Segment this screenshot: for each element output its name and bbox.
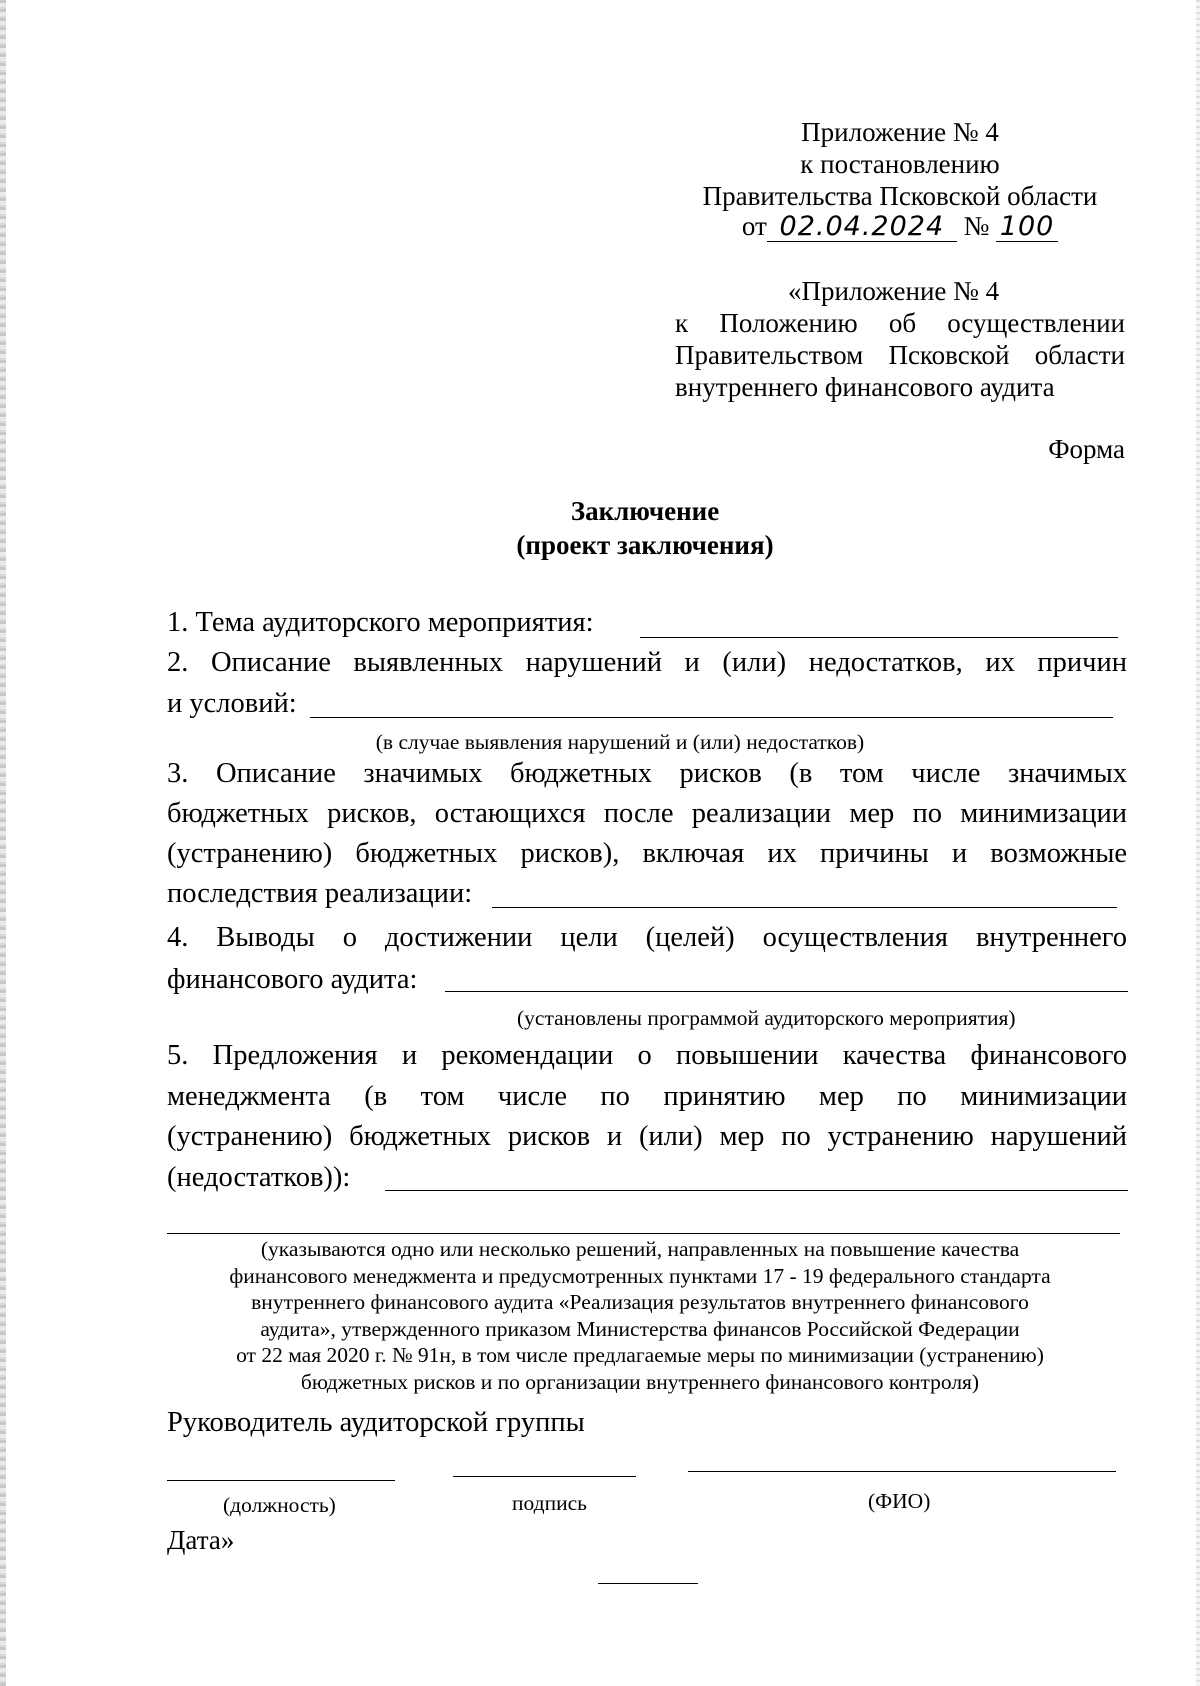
item-3-line-1: 3. Описание значимых бюджетных рисков (в том числе значимых bbox=[167, 758, 1127, 789]
item-5-line-3: (устранению) бюджетных рисков и (или) мер по устранению нарушений bbox=[167, 1121, 1127, 1152]
appendix-line-1: «Приложение № 4 bbox=[788, 276, 1000, 306]
header-line-3: Правительства Псковской области bbox=[702, 181, 1098, 211]
signature-date: Дата» bbox=[167, 1525, 235, 1555]
note-line-5: от 22 мая 2020 г. № 91н, в том числе предлагаемые меры по минимизации (устранению) bbox=[236, 1343, 1044, 1367]
item-1: 1. Тема аудиторского мероприятия: bbox=[167, 607, 594, 638]
scan-edge-right bbox=[1196, 0, 1200, 1686]
item-5-fill-line-2 bbox=[167, 1233, 1120, 1234]
item-2-line-2: и условий: bbox=[167, 688, 297, 719]
item-5-line-4: (недостатков)): bbox=[167, 1162, 351, 1193]
item-3-fill-line bbox=[492, 907, 1117, 908]
header-block bbox=[660, 116, 1140, 242]
header-date-prefix: от bbox=[741, 211, 767, 241]
title-line-2: (проект заключения) bbox=[516, 530, 774, 560]
end-line bbox=[598, 1583, 698, 1584]
note-line-3: внутреннего финансового аудита «Реализация результатов внутреннего финансового bbox=[251, 1290, 1029, 1314]
note-line-1: (указываются одно или несколько решений, направленных на повышение качества bbox=[260, 1237, 1020, 1261]
appendix-line-4: внутреннего финансового аудита bbox=[675, 372, 1055, 402]
signature-head: Руководитель аудиторской группы bbox=[167, 1407, 585, 1438]
header-line-2: к постановлению bbox=[800, 149, 1000, 179]
item-4-line-2: финансового аудита: bbox=[167, 964, 418, 995]
header-line-1: Приложение № 4 bbox=[801, 117, 999, 147]
note-block bbox=[140, 1236, 1140, 1395]
note-line-4: аудита», утвержденного приказом Министерства финансов Российской Федерации bbox=[260, 1316, 1020, 1341]
note-line-6: бюджетных рисков и по организации внутреннего финансового контроля) bbox=[300, 1369, 980, 1394]
item-3-line-4: последствия реализации: bbox=[167, 878, 473, 909]
header-number-sign: № bbox=[963, 211, 990, 241]
item-3-line-3: (устранению) бюджетных рисков), включая их причины и возможные bbox=[167, 838, 1127, 869]
document-title bbox=[345, 494, 945, 562]
item-3-line-2: бюджетных рисков, остающихся после реализации мер по минимизации bbox=[167, 798, 1127, 829]
appendix-line-2: к Положению об осуществлении bbox=[675, 308, 1125, 338]
item-4-line-1: 4. Выводы о достижении цели (целей) осуществления внутреннего bbox=[167, 922, 1127, 953]
item-5-line-2: менеджмента (в том числе по принятию мер по минимизации bbox=[167, 1081, 1127, 1112]
signature-sign-line bbox=[453, 1476, 636, 1477]
signature-fio-line bbox=[688, 1471, 1116, 1472]
title-line-1: Заключение bbox=[570, 496, 720, 526]
header-date-handwritten: 02.04.2024 bbox=[767, 213, 957, 242]
item-2-fill-line bbox=[310, 717, 1113, 718]
header-number-handwritten: 100 bbox=[996, 213, 1058, 242]
item-2-hint: (в случае выявления нарушений и (или) недостатков) bbox=[375, 730, 865, 754]
form-label: Форма bbox=[1048, 434, 1125, 464]
item-4-hint: (установлены программой аудиторского мероприятия) bbox=[517, 1006, 1016, 1030]
item-5-line-1: 5. Предложения и рекомендации о повышении качества финансового bbox=[167, 1040, 1127, 1071]
scan-edge-left bbox=[0, 0, 6, 1686]
signature-position-line bbox=[167, 1480, 395, 1481]
signature-fio-label: (ФИО) bbox=[868, 1489, 931, 1513]
item-4-fill-line bbox=[445, 991, 1128, 992]
signature-position-label: (должность) bbox=[223, 1493, 336, 1517]
header-date-line bbox=[660, 210, 1140, 242]
appendix-block bbox=[675, 275, 1125, 403]
item-2-line-1: 2. Описание выявленных нарушений и (или) недостатков, их причин bbox=[167, 647, 1127, 678]
note-line-2: финансового менеджмента и предусмотренных пунктами 17 - 19 федерального стандарта bbox=[229, 1263, 1051, 1288]
item-5-fill-line bbox=[385, 1190, 1128, 1191]
item-1-fill-line bbox=[640, 637, 1118, 638]
appendix-line-3: Правительством Псковской области bbox=[675, 340, 1125, 370]
signature-sign-label: подпись bbox=[512, 1491, 587, 1515]
